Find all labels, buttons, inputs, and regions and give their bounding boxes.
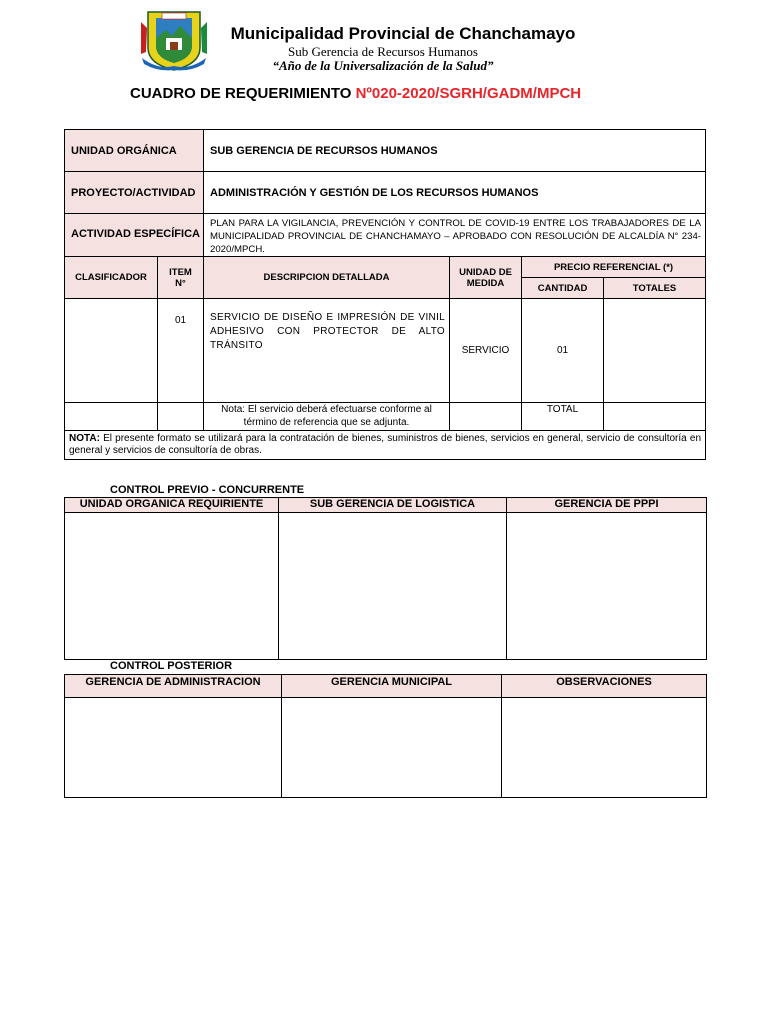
- item-header: ITEM N°: [158, 257, 204, 299]
- total-label: TOTAL: [522, 403, 604, 431]
- cantidad-header: CANTIDAD: [522, 278, 604, 299]
- table-row: [65, 299, 706, 403]
- proyecto-actividad-label: PROYECTO/ACTIVIDAD: [65, 172, 204, 214]
- control-previo-table: [64, 497, 707, 660]
- signature-box-pppi: [507, 513, 707, 660]
- unidad-organica-value: SUB GERENCIA DE RECURSOS HUMANOS: [204, 130, 706, 172]
- year-motto: “Año de la Universalización de la Salud”: [272, 58, 494, 73]
- row-totales: [604, 299, 706, 403]
- control-previo-title: CONTROL PREVIO - CONCURRENTE: [110, 484, 305, 496]
- unidad-medida-header: UNIDAD DE MEDIDA: [450, 257, 522, 299]
- actividad-especifica-label: ACTIVIDAD ESPECÍFICA: [65, 214, 204, 257]
- document-title: [130, 85, 581, 102]
- row-unidad: SERVICIO: [450, 299, 522, 403]
- control-posterior-title: CONTROL POSTERIOR: [110, 660, 233, 672]
- signature-box-municipal: [282, 698, 502, 798]
- col-gerencia-administracion: GERENCIA DE ADMINISTRACION: [65, 675, 282, 698]
- signature-box-administracion: [65, 698, 282, 798]
- row-cantidad: 01: [522, 299, 604, 403]
- col-observaciones: OBSERVACIONES: [502, 675, 707, 698]
- clasificador-header: CLASIFICADOR: [65, 257, 158, 299]
- control-posterior-table: [64, 674, 707, 798]
- document-title-prefix: CUADRO DE REQUERIMIENTO: [130, 85, 356, 102]
- row-descripcion: SERVICIO DE DISEÑO E IMPRESIÓN DE VINIL ADHESIVO CON PROTECTOR DE ALTO TRÁNSITO: [204, 299, 450, 403]
- col-sub-gerencia-logistica: SUB GERENCIA DE LOGISTICA: [279, 498, 507, 513]
- total-value: [604, 403, 706, 431]
- row-clasificador: [65, 299, 158, 403]
- requirement-table: [64, 129, 706, 460]
- col-gerencia-municipal: GERENCIA MUNICIPAL: [282, 675, 502, 698]
- unidad-organica-label: UNIDAD ORGÁNICA: [65, 130, 204, 172]
- signature-box-unidad: [65, 513, 279, 660]
- nota-text: El presente formato se utilizará para la contratación de bienes, suministros de bienes, servicios en general, servicio de consultoría en general y servicios de consultoría de obras.: [69, 433, 702, 456]
- totales-header: TOTALES: [604, 278, 706, 299]
- descripcion-header: DESCRIPCION DETALLADA: [204, 257, 450, 299]
- col-gerencia-pppi: GERENCIA DE PPPI: [507, 498, 707, 513]
- observaciones-box: [502, 698, 707, 798]
- row-item: 01: [158, 299, 204, 403]
- nota-box: [65, 431, 706, 460]
- precio-referencial-header: PRECIO REFERENCIAL (*): [522, 257, 706, 278]
- signature-box-logistica: [279, 513, 507, 660]
- service-note: Nota: El servicio deberá efectuarse conforme al término de referencia que se adjunta.: [204, 403, 450, 431]
- municipality-title: Municipalidad Provincial de Chanchamayo: [230, 24, 576, 43]
- nota-label: NOTA:: [69, 433, 100, 444]
- document-number: Nº020-2020/SGRH/GADM/MPCH: [355, 85, 582, 102]
- col-unidad-organica-requiriente: UNIDAD ORGANICA REQUIRIENTE: [65, 498, 279, 513]
- actividad-especifica-value: PLAN PARA LA VIGILANCIA, PREVENCIÓN Y CONTROL DE COVID-19 ENTRE LOS TRABAJADORES DE LA MUNICIPALIDAD PROVINCIAL DE CHANCHAMAYO – APROBADO CON RESOLUCIÓN DE ALCALDÍA N° 234-2020/MPCH.: [204, 214, 706, 257]
- department-subtitle: Sub Gerencia de Recursos Humanos: [288, 44, 478, 59]
- proyecto-actividad-value: ADMINISTRACIÓN Y GESTIÓN DE LOS RECURSOS HUMANOS: [204, 172, 706, 214]
